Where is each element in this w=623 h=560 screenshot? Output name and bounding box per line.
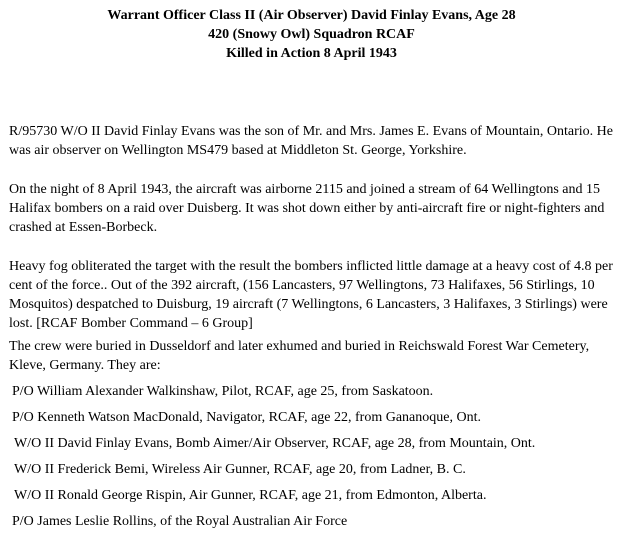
paragraph-biography: R/95730 W/O II David Finlay Evans was the son of Mr. and Mrs. James E. Evans of Mountain, Ontario. He was air observer on Wellington MS479 based at Middleton St. George, Yorkshire.: [9, 124, 613, 158]
crew-member: P/O James Leslie Rollins, of the Royal Australian Air Force: [12, 514, 348, 529]
crew-member: W/O II David Finlay Evans, Bomb Aimer/Air Observer, RCAF, age 28, from Mountain, Ont.: [14, 436, 536, 451]
paragraph-raid-result: Heavy fog obliterated the target with the result the bombers inflicted little damage at a heavy cost of 4.8 per cent of the force.. Out of the 392 aircraft, (156 Lancasters, 97 Wellingtons, 73 Halifaxes, 56 Stirlings, 10 Mosquitos) despatched to Duisburg, 19 aircraft (7 Wellingtons, 6 Lancasters, 3 Halifaxes, 3 Stirlings) were lost. [RCAF Bomber Command – 6 Group]: [9, 259, 613, 331]
document-heading: [0, 6, 623, 63]
paragraph-mission: On the night of 8 April 1943, the aircraft was airborne 2115 and joined a stream of 64 Wellingtons and 15 Halifax bombers on a raid over Duisberg. It was shot down either by anti-aircraft fire or night-fighters and crashed at Essen-Borbeck.: [9, 182, 605, 235]
paragraph-burial: The crew were buried in Dusseldorf and later exhumed and buried in Reichswald Forest War Cemetery, Kleve, Germany. They are:: [9, 339, 590, 373]
document-body: [9, 122, 614, 538]
heading-title: Warrant Officer Class II (Air Observer) David Finlay Evans, Age 28: [107, 8, 516, 23]
crew-member: W/O II Ronald George Rispin, Air Gunner, RCAF, age 21, from Edmonton, Alberta.: [14, 488, 487, 503]
crew-member: P/O Kenneth Watson MacDonald, Navigator, RCAF, age 22, from Gananoque, Ont.: [12, 410, 481, 425]
heading-status: Killed in Action 8 April 1943: [226, 46, 397, 61]
crew-member: P/O William Alexander Walkinshaw, Pilot, RCAF, age 25, from Saskatoon.: [12, 384, 434, 399]
crew-member: W/O II Frederick Bemi, Wireless Air Gunner, RCAF, age 20, from Ladner, B. C.: [14, 462, 466, 477]
heading-squadron: 420 (Snowy Owl) Squadron RCAF: [208, 27, 415, 42]
crew-list: [9, 382, 614, 531]
